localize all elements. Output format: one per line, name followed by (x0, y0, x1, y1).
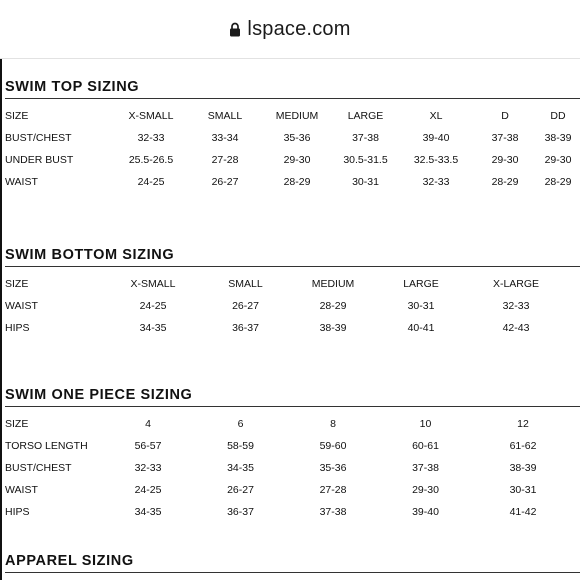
url-text: lspace.com (247, 17, 351, 40)
measurement-value: 25.5-26.5 (128, 154, 174, 166)
measurement-value: 32-33 (137, 132, 165, 144)
measurement-value: 37-38 (319, 506, 347, 518)
measurement-value: 36-37 (232, 322, 259, 334)
size-column-header: SIZE (5, 278, 29, 290)
swim-top-title: SWIM TOP SIZING (5, 78, 580, 99)
measurement-value: 36-37 (227, 506, 254, 518)
measurement-value: 60-61 (412, 440, 439, 452)
measurement-value: 35-36 (319, 462, 347, 474)
measurement-value: 34-35 (227, 462, 254, 474)
swim-top-table (5, 105, 580, 193)
measurement-value: 32-33 (502, 300, 530, 312)
measurement-value: 37-38 (412, 462, 439, 474)
size-header: DD (550, 110, 566, 122)
size-header: LARGE (403, 278, 439, 290)
measurement-value: 37-38 (352, 132, 379, 144)
measurement-label: WAIST (5, 300, 38, 312)
measurement-value: 34-35 (139, 322, 167, 334)
measurement-value: 39-40 (412, 506, 439, 518)
measurement-value: 26-27 (232, 300, 259, 312)
measurement-value: 29-30 (283, 154, 311, 166)
measurement-label: UNDER BUST (5, 154, 74, 166)
swim-one-piece-table (5, 413, 580, 523)
size-header: D (501, 110, 509, 122)
left-edge-border (0, 0, 2, 580)
measurement-value: 42-43 (502, 322, 530, 334)
measurement-value: 29-30 (544, 154, 572, 166)
measurement-label: BUST/CHEST (5, 132, 72, 144)
swim-top-section (5, 78, 580, 193)
measurement-value: 30-31 (407, 300, 435, 312)
measurement-value: 56-57 (134, 440, 162, 452)
measurement-value: 34-35 (134, 506, 162, 518)
measurement-value: 28-29 (319, 300, 347, 312)
measurement-value: 24-25 (139, 300, 167, 312)
swim-one-piece-title: SWIM ONE PIECE SIZING (5, 386, 580, 407)
measurement-value: 29-30 (412, 484, 439, 496)
measurement-value: 27-28 (319, 484, 347, 496)
spacer (558, 317, 580, 339)
measurement-value: 26-27 (211, 176, 239, 188)
measurement-value: 38-39 (509, 462, 537, 474)
browser-address-bar[interactable] (0, 0, 580, 59)
measurement-value: 28-29 (283, 176, 311, 188)
spacer (558, 295, 580, 317)
measurement-value: 28-29 (544, 176, 572, 188)
measurement-value: 38-39 (319, 322, 347, 334)
measurement-value: 33-34 (211, 132, 239, 144)
measurement-value: 40-41 (407, 322, 435, 334)
spacer (558, 273, 580, 295)
swim-one-piece-section (5, 386, 580, 523)
measurement-value: 61-62 (509, 440, 537, 452)
measurement-value: 32.5-33.5 (413, 154, 459, 166)
measurement-value: 41-42 (509, 506, 537, 518)
spacer (563, 413, 580, 435)
size-header: MEDIUM (275, 110, 319, 122)
swim-bottom-table (5, 273, 580, 339)
measurement-value: 32-33 (134, 462, 162, 474)
size-column-header: SIZE (5, 110, 29, 122)
measurement-value: 59-60 (319, 440, 347, 452)
size-header: 12 (517, 418, 529, 430)
measurement-label: HIPS (5, 506, 30, 518)
apparel-title: APPAREL SIZING (5, 552, 580, 573)
measurement-value: 37-38 (491, 132, 519, 144)
size-header: 10 (419, 418, 432, 430)
measurement-value: 58-59 (227, 440, 254, 452)
size-header: X-SMALL (130, 278, 176, 290)
measurement-label: BUST/CHEST (5, 462, 72, 474)
measurement-label: TORSO LENGTH (5, 440, 88, 452)
measurement-value: 39-40 (422, 132, 450, 144)
spacer (563, 435, 580, 457)
size-header: LARGE (347, 110, 384, 122)
measurement-value: 30.5-31.5 (343, 154, 388, 166)
size-header: X-SMALL (128, 110, 174, 122)
url-display[interactable] (229, 18, 350, 41)
measurement-value: 28-29 (491, 176, 519, 188)
measurement-value: 26-27 (227, 484, 254, 496)
swim-bottom-title: SWIM BOTTOM SIZING (5, 246, 580, 267)
size-column-header: SIZE (5, 418, 29, 430)
lock-icon (229, 22, 241, 37)
measurement-value: 35-36 (283, 132, 311, 144)
spacer (563, 501, 580, 523)
measurement-label: WAIST (5, 176, 38, 188)
measurement-label: HIPS (5, 322, 30, 334)
size-header: X-LARGE (492, 278, 540, 290)
size-header: 4 (145, 418, 151, 430)
apparel-section (5, 552, 580, 573)
size-header: 8 (330, 418, 336, 430)
measurement-value: 32-33 (422, 176, 450, 188)
measurement-value: 30-31 (509, 484, 537, 496)
measurement-value: 24-25 (134, 484, 162, 496)
measurement-label: WAIST (5, 484, 38, 496)
swim-bottom-section (5, 246, 580, 339)
spacer (563, 479, 580, 501)
size-header: MEDIUM (311, 278, 355, 290)
size-header: SMALL (228, 278, 263, 290)
size-header: SMALL (207, 110, 243, 122)
measurement-value: 38-39 (544, 132, 572, 144)
size-header: 6 (237, 418, 244, 430)
spacer (563, 457, 580, 479)
measurement-value: 29-30 (491, 154, 519, 166)
size-header: XL (429, 110, 443, 122)
measurement-value: 27-28 (211, 154, 239, 166)
measurement-value: 30-31 (352, 176, 379, 188)
measurement-value: 24-25 (137, 176, 165, 188)
